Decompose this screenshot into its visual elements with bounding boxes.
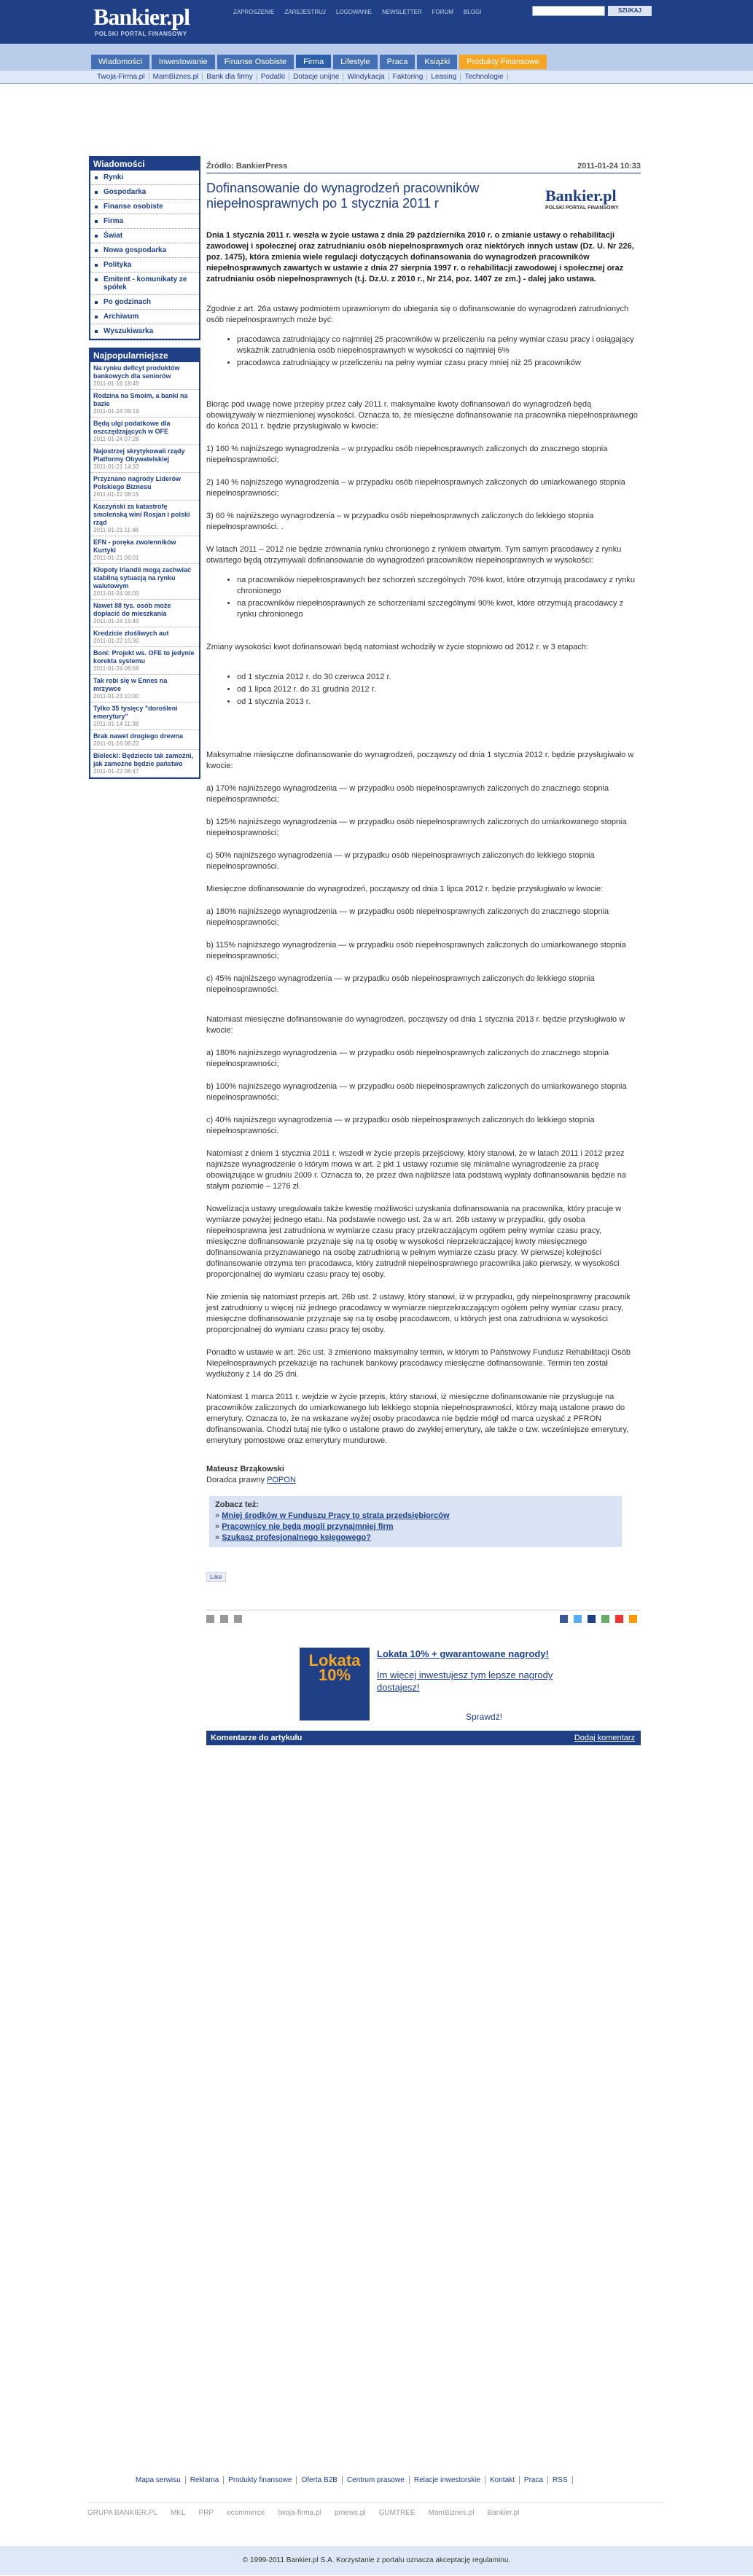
see-also-title: Zobacz też: [215,1500,259,1509]
logo-tagline: POLSKI PORTAL FINANSOWY [95,31,187,37]
site-logo[interactable]: Bankier.pl [93,4,190,30]
popular-item-title[interactable]: Kredzicie złośliwych aut [93,630,169,637]
author-role: Doradca prawny [206,1476,265,1484]
share-icon[interactable] [615,1615,623,1623]
subnav-link[interactable]: Faktoring [389,73,428,81]
author-org-link[interactable]: POPON [267,1476,296,1484]
paragraph: Miesięczne dofinansowanie do wynagrodzeń, począwszy od dnia 1 lipca 2012 r. będzie przysługiwało w kwocie: [206,885,604,893]
popular-item[interactable] [90,750,199,778]
footer-link[interactable]: Mapa serwisu [131,2476,186,2484]
brand-logo: Bankier.pl POLSKI PORTAL FINANSOWY [545,187,619,211]
tab-produkty-finansowe[interactable]: Produkty Finansowe [459,55,547,69]
popular-item-title[interactable]: Bielecki: Będziecie tak zamożni, jak zamożne będzie państwo [93,752,194,767]
partner-logo[interactable]: GRUPA BANKIER.PL [87,2509,157,2517]
popular-item[interactable] [90,390,199,418]
see-also-link[interactable]: Mniej środków w Funduszu Pracy to strata przedsiębiorców [222,1511,450,1520]
footer-link[interactable]: RSS [548,2476,573,2484]
subnav-link[interactable]: Technologie [461,73,507,81]
footer-link[interactable]: Kontakt [485,2476,520,2484]
subnav-link[interactable]: Dotacje unijne [289,73,343,81]
partner-logo[interactable]: twoja-firma.pl [278,2509,321,2517]
popular-item[interactable] [90,473,199,501]
paragraph: Maksymalne miesięczne dofinansowanie do wynagrodzeń, począwszy od dnia 1 stycznia 2012 r. będzie przysługiwało w kwocie: [206,751,634,770]
twitter-icon[interactable] [574,1615,582,1623]
footer-link[interactable]: Centrum prasowe [343,2476,410,2484]
paragraph: 1) 160 % najniższego wynagrodzenia – w przypadku osób niepełnosprawnych zaliczonych do znacznego stopnia niepełnosprawności; [206,445,608,464]
popular-item-title[interactable]: Nawet 88 tys. osób może dopłacić do mieszkania [93,602,171,617]
top-link[interactable]: FORUM [432,9,453,15]
paragraph: b) 100% najniższego wynagrodzenia — w przypadku osób niepełnosprawnych zaliczonych do umiarkowanego stopnia niepełnosprawności; [206,1082,627,1102]
popular-item[interactable] [90,564,199,600]
bullet-list [237,672,641,708]
top-link[interactable]: LOGOWANIE [335,9,372,15]
bullet-list [237,575,641,620]
list-item: • na pracowników niepełnosprawnych bez schorzeń szczególnych 70% kwot, które otrzymują pracodawcy z rynku chronionego [237,575,641,597]
paragraph: a) 170% najniższego wynagrodzenia — w przypadku osób niepełnosprawnych zaliczonych do znacznego stopnia niepełnosprawności; [206,784,609,804]
tab-wiadomosci[interactable]: Wiadomości [91,55,149,69]
paragraph: Ponadto w ustawie w art. 26c ust. 3 zmieniono maksymalny termin, w którym to Państwowy Fundusz Rehabilitacji Osób Niepełnosprawnych przekazuje na rachunek bankowy pracodawcy miesięczne dofinansowanie. Termin ten został wydłużony z 14 do 25 dni. [206,1348,631,1379]
popular-item[interactable] [90,536,199,564]
popular-item-title[interactable]: Na rynku deficyt produktów bankowych dla seniorów [93,364,180,380]
see-also-link[interactable]: Szukasz profesjonalnego księgowego? [222,1533,371,1542]
footer-link[interactable]: Reklama [186,2476,224,2484]
sidebar-item[interactable]: Świat [90,229,199,243]
share-icon[interactable] [601,1615,609,1623]
popular-item-date: 2011-01-22 06:47 [93,768,139,775]
add-comment-link[interactable]: Dodaj komentarz [574,1734,635,1742]
popular-item-title[interactable]: Będą ulgi podatkowe dla oszczędzających w OFE [93,420,171,435]
popular-item-title[interactable]: Tak robi się w Ennes na mrzywce [93,677,168,692]
popular-item-date: 2011-01-14 11:38 [93,721,138,727]
paragraph: Nowelizacja ustawy uregulowała także kwestię możliwości uzyskania dofinansowania na pracownika, który pracuje w wymiarze powyżej jednego etatu. Na podstawie nowego ust. 2a w art. 26b ustawy w przypadku, gdy osoba niepełnosprawna jest zatrudniona w wymiarze czasu pracy przekraczającym ogółem pełny wymiar czasu pracy, miesięczne dofinansowanie przyznaje się na tę osobę w wysokości nieprzekraczającej kwoty miesięcznego dofinansowania przyznawanego na osobę zatrudnioną w pełnym wymiarze czasu pracy. W pierwszej kolejności dofinansowanie otrzyma ten pracodawca, który zatrudnił niepełnosprawnego pracownika jako pierwszy, w wysokości proporcjonalnej do wymiaru czasu pracy tej osoby. [206,1205,622,1279]
sidebar-item[interactable]: Emitent - komunikaty ze spółek [90,273,199,295]
author-block [206,1464,641,1486]
popular-item-date: 2011-01-16 18:45 [93,380,139,387]
popular-item-title[interactable]: EFN - poręka zwolenników Kurtyki [93,539,176,554]
popular-item-title[interactable]: Tylko 35 tysięcy "dorośleni emerytury" [93,705,178,720]
list-item: • od 1 lipca 2012 r. do 31 grudnia 2012 r. [237,684,641,695]
tab-inwestowanie[interactable]: Inwestowanie [152,55,215,69]
tab-ksiazki[interactable]: Książki [417,55,457,69]
main-tabs [91,55,547,69]
tab-praca[interactable]: Praca [380,55,415,69]
partner-logo[interactable]: prnews.pl [334,2509,366,2517]
article-tools [206,1610,641,1626]
tab-lifestyle[interactable]: Lifestyle [333,55,377,69]
popular-box [89,348,200,779]
ad-text-link[interactable]: Im więcej inwestujesz tym lepsze nagrody dostajesz! [377,1669,553,1693]
popular-title: Najpopularniejsze [90,349,199,362]
author-name: Mateusz Brząkowski [206,1465,284,1473]
popular-item[interactable] [90,702,199,730]
partner-logo[interactable]: ecommerce [227,2509,265,2517]
article-meta [206,162,641,173]
sidebar-item[interactable]: Finanse osobiste [90,200,199,214]
news-menu-title: Wiadomości [90,157,199,171]
like-button[interactable]: Like [206,1572,226,1582]
popular-item-date: 2011-01-24 07:28 [93,436,139,442]
paragraph: Zmiany wysokości kwot dofinansowań będą natomiast wchodziły w życie stopniowo od 2012 r. w 3 etapach: [206,643,588,651]
popular-item[interactable] [90,647,199,675]
paragraph: b) 115% najniższego wynagrodzenia — w przypadku osób niepełnosprawnych zaliczonych do umiarkowanego stopnia niepełnosprawności; [206,941,626,960]
paragraph: Biorąc pod uwagę nowe przepisy przez cały 2011 r. maksymalne kwoty dofinansowań do wynagrodzeń będą obowiązywały w niezmienionej wysokości. Oznacza to, że miesięczne dofinansowanie na pracownika niepełnosprawnego do końca 2011 r. będzie przysługiwało w kwocie: [206,400,638,431]
popular-item-date: 2011-01-23 10:00 [93,693,139,700]
partner-logo[interactable]: Bankier.pl [487,2509,520,2517]
sidebar-item[interactable]: Gospodarka [90,185,199,200]
popular-item[interactable] [90,627,199,647]
list-item: • na pracowników niepełnosprawnych ze schorzeniami szczególnymi 90% kwot, które otrzymują pracodawcy z rynku chronionego [237,598,641,620]
see-also-link[interactable]: Pracownicy nie będą mogli przynajmniej firm [222,1522,394,1531]
footer-link[interactable]: Relacje inwestorskie [410,2476,485,2484]
comments-bar [206,1731,641,1745]
paragraph: b) 125% najniższego wynagrodzenia — w przypadku osób niepełnosprawnych zaliczonych do umiarkowanego stopnia niepełnosprawności; [206,818,627,837]
tab-finanse-osobiste[interactable]: Finanse Osobiste [217,55,294,69]
popular-item-title[interactable]: Kłopoty Irlandii mogą zachwiać stabilną sytuacją na rynku walutowym [93,566,192,590]
article-lead: Dnia 1 stycznia 2011 r. weszła w życie ustawa z dnia 29 października 2010 r. o zmianie ustawy o rehabilitacji zawodowej i społecznej oraz zatrudnianiu osób niepełnosprawnych oraz niektórych innych ustaw (Dz. U. Nr 226, poz. 1475), która zmienia wiele regulacji dotyczących dofinansowania do wynagrodzeń pracowników niepełnosprawnych zawartych w ustawie z dnia 27 sierpnia 1997 r. o rehabilitacji zawodowej i społecznej oraz zatrudnianiu osób niepełnosprawnych (t.j. Dz.U. z 2010 r., Nr 214, poz. 1407 ze zm.) - dalej jako ustawa. [206,231,634,283]
bullet-list [237,334,641,369]
sub-nav [0,71,753,84]
paragraph: c) 45% najniższego wynagrodzenia — w przypadku osób niepełnosprawnych zaliczonych do lekkiego stopnia niepełnosprawności. [206,974,595,994]
popular-item-title[interactable]: Rodzina na Smoim, a banki na bazie [93,392,188,407]
subnav-link[interactable]: Bank dla firmy [203,73,257,81]
popular-item[interactable] [90,600,199,627]
popular-item-title[interactable]: Boni: Projekt ws. OFE to jedynie korekta systemu [93,649,195,665]
ad-cta[interactable]: Sprawdź! [466,1712,503,1722]
email-icon[interactable] [220,1615,228,1623]
ad-title-link[interactable]: Lokata 10% + gwarantowane nagrody! [377,1648,549,1659]
popular-item-date: 2011-01-16 06:22 [93,740,139,747]
list-item: • pracodawca zatrudniający co najmniej 25 pracowników w przeliczeniu na pełny wymiar czasu pracy i osiągający wskaźnik zatrudnienia osób niepełnosprawnych w wysokości co najmniej 6% [237,334,641,356]
partner-logo[interactable]: MamBiznes.pl [428,2509,475,2517]
popular-item-title[interactable]: Brak nawet drogiego drewna [93,732,184,740]
paragraph: 2) 140 % najniższego wynagrodzenia – w przypadku osób niepełnosprawnych zaliczonych do umiarkowanego stopnia niepełnosprawności; [206,478,625,498]
popular-item-date: 2011-01-24 06:00 [93,590,139,597]
search-button[interactable]: SZUKAJ [608,6,652,16]
search-input[interactable] [532,6,605,16]
subnav-link[interactable]: Leasing [427,73,461,81]
list-item: • pracodawca zatrudniający w przeliczeniu na pełny wymiar czasu pracy mniej niż 25 pracowników [237,358,641,369]
article-date: 2011-01-24 10:33 [577,162,641,171]
paragraph: Natomiast 1 marca 2011 r. wejdzie w życie przepis, który stanowi, iż miesięczne dofinansowanie nie przysługuje na pracowników zaliczonych do umiarkowanego lub lekkiego stopnia niepełnosprawności, którzy mają ustalone prawo do emerytury. Oznacza to, że na wskazane wyżej osoby pracodawca nie będzie mógł od marca uzyskać z PFRON dofinansowania. Chodzi tutaj nie tylko o ustalone prawo do zwykłej emerytury, ale także o tzw. wcześniejsze emerytury, emerytury pomostowe oraz emerytury mundurowe. [206,1393,629,1445]
ad-image[interactable]: Lokata 10% [300,1648,370,1720]
sidebar-item[interactable]: Po godzinach [90,295,199,310]
partner-logo[interactable]: MKL [170,2509,186,2517]
subnav-link[interactable]: Podatki [257,73,289,81]
list-item: • od 1 stycznia 2012 r. do 30 czerwca 2012 r. [237,672,641,683]
popular-item-title[interactable]: Przyznano nagrody Liderów Polskiego Biznesu [93,475,182,490]
popular-item-title[interactable]: Najostrzej skrytykowali rządy Platformy Obywatelskiej [93,447,185,463]
footer-link[interactable]: Oferta B2B [297,2476,342,2484]
paragraph: Nie zmienia się natomiast przepis art. 26b ust. 2 ustawy, który stanowi, iż w przypadku, gdy niepełnosprawny pracownik jest zatrudniony u więcej niż jednego pracodawcy w wymiarze nieprzekraczającym ogółem pełny wymiar czasu pracy, miesięczne dofinansowanie przyznaje się na tę osobę pracodawcom, u których jest ona zatrudniona w wysokości proporcjonalnej do wymiaru czasu pracy tej osoby. [206,1293,631,1334]
paragraph: W latach 2011 – 2012 nie będzie zrównania rynku chronionego z rynkiem otwartym. Tym samym pracodawcy z rynku otwartego będą otrzymywali dofinansowanie do wynagrodzeń pracowników niepełnosprawnych w wysokości: [206,545,622,565]
popular-item-date: 2011-01-22 15:30 [93,638,139,644]
popular-item-date: 2011-01-24 06:59 [93,665,139,672]
subnav-link[interactable]: Twoja-Firma.pl [93,73,149,81]
popular-item-date: 2011-01-22 08:15 [93,491,139,498]
site-header [0,0,753,44]
popular-item-date: 2011-01-21 11:48 [93,527,138,533]
top-link[interactable]: NEWSLETTER [381,9,422,15]
popular-item-title[interactable]: Kaczyński za katastrofę smoleńską wini Rosjan i polski rząd [93,503,190,526]
popular-item[interactable] [90,362,199,390]
partner-logos [87,2502,663,2523]
paragraph: Natomiast z dniem 1 stycznia 2011 r. wszedł w życie przepis przejściowy, który stanowi, że w latach 2011 i 2012 przez najniższe wynagrodzenie o którym mowa w art. 2 pkt 1 ustawy rozumie się minimalne wynagrodzenie za pracę obowiązujące w grudniu 2009 r. Oznacza to, że przez dwa najbliższe lata podstawą wypłaty dofinansowania będzie na stałym poziomie – 1276 zł. [206,1149,627,1191]
sidebar-item[interactable]: Wyszukiwarka [90,324,199,339]
article-title: Dofinansowanie do wynagrodzeń pracowników niepełnosprawnych po 1 stycznia 2011 r [206,181,480,211]
footer-links [131,2476,573,2484]
popular-item[interactable] [90,730,199,750]
sidebar-item[interactable]: Polityka [90,258,199,273]
footer-link[interactable]: Produkty finansowe [224,2476,297,2484]
top-link[interactable]: ZAREJESTRUJ [284,9,326,15]
paragraph: a) 180% najniższego wynagrodzenia — w przypadku osób niepełnosprawnych zaliczonych do znacznego stopnia niepełnosprawności; [206,1049,609,1068]
tab-firma[interactable]: Firma [296,55,331,69]
popular-item-date: 2011-01-24 09:19 [93,408,139,415]
paragraph: a) 180% najniższego wynagrodzenia — w przypadku osób niepełnosprawnych zaliczonych do znacznego stopnia niepełnosprawności; [206,907,609,927]
copyright: © 1999-2011 Bankier.pl S.A. Korzystanie z portalu oznacza akceptację regulaminu. [0,2546,753,2575]
popular-item-date: 2011-01-21 14:33 [93,463,139,470]
comments-title: Komentarze do artykułu [211,1734,303,1742]
share-icon[interactable] [588,1615,596,1623]
sidebar-item[interactable]: Nowa gospodarka [90,243,199,258]
print-icon[interactable] [206,1615,214,1623]
popular-item[interactable] [90,445,199,473]
paragraph: Natomiast miesięczne dofinansowanie do wynagrodzeń, począwszy od dnia 1 stycznia 2013 r. będzie przysługiwało w kwocie: [206,1015,625,1035]
article-source: Źródło: BankierPress [206,162,288,171]
paragraph: Zgodnie z art. 26a ustawy podmiotem uprawnionym do ubiegania się o dofinansowanie do wynagrodzeń zatrudnionych osób niepełnosprawnych może być: [206,305,629,324]
popular-item-date: 2011-01-24 15:40 [93,618,139,625]
subnav-link[interactable]: Windykacja [343,73,389,81]
article [206,162,641,1745]
top-link[interactable]: BLOGI [463,9,482,15]
sidebar-item[interactable]: Firma [90,214,199,229]
popular-item[interactable] [90,501,199,536]
partner-logo[interactable]: GUMTREE [378,2509,415,2517]
subnav-link[interactable]: MamBiznes.pl [149,73,203,81]
font-size-icon[interactable] [234,1615,242,1623]
facebook-icon[interactable] [560,1615,568,1623]
partner-logo[interactable]: PRP [198,2509,214,2517]
footer-link[interactable]: Praca [520,2476,548,2484]
paragraph: c) 50% najniższego wynagrodzenia — w przypadku osób niepełnosprawnych zaliczonych do lekkiego stopnia niepełnosprawności. [206,851,595,871]
popular-item[interactable] [90,418,199,445]
popular-item-date: 2011-01-21 06:01 [93,555,139,561]
sidebar-item[interactable]: Archiwum [90,310,199,324]
top-link[interactable]: ZAPROSZENIE [233,9,275,15]
sidebar [89,156,200,786]
paragraph: c) 40% najniższego wynagrodzenia — w przypadku osób niepełnosprawnych zaliczonych do lekkiego stopnia niepełnosprawności. [206,1116,595,1135]
paragraph: 3) 60 % najniższego wynagrodzenia – w przypadku osób niepełnosprawnych zaliczonych do lekkiego stopnia niepełnosprawności. . [206,512,594,531]
top-links [233,9,481,15]
news-menu [89,156,200,340]
list-item: • od 1 stycznia 2013 r. [237,697,641,708]
rss-icon[interactable] [629,1615,637,1623]
see-also-box: Zobacz też: » Mniej środków w Funduszu Pracy to strata przedsiębiorców » Pracownicy nie będą mogli przynajmniej firm » Szukasz profesjonalnego księgowego? [209,1496,622,1547]
ad-banner[interactable] [300,1648,641,1728]
popular-item[interactable] [90,675,199,702]
sidebar-item[interactable]: Rynki [90,171,199,185]
